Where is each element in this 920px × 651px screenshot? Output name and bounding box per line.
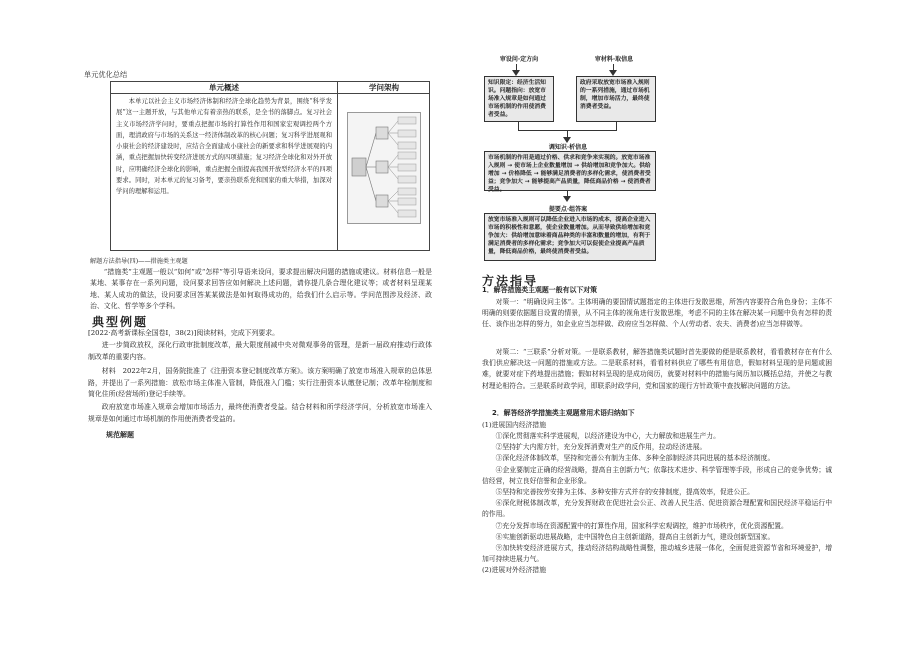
flow-step-question: 审设问·定方向 (499, 56, 539, 63)
flow-connector (616, 122, 617, 130)
table-column-divider (337, 93, 338, 250)
flow-box-question: 知识限定：经济生活知识。问题指向：放宽市场准入规章是如何通过市场机制的作用使消费者受益。 (484, 76, 554, 122)
list-item: ①深化贯彻落实科学进展观，以经济建设为中心，大力解放和进展生产力。 (495, 432, 720, 440)
method-intro: “措施类”主观题一般以“如何”或“怎样”等引导语来设问，要求提出解决问题的措施或建议。材料信息一般是某地、某事存在一系列问题，设问要求回答应如何解决上述问题，请你提几条合理化建议等；或者材料呈现某地、某人成功的做法，设问要求回答某某做法是如何取得成功的，给我们什么启示等。学问范围涉及经济、政治、文化、哲学等多个学科。 (90, 268, 432, 311)
flow-step-answer: 提要点·组答案 (548, 206, 588, 213)
knowledge-mind-map (347, 112, 421, 224)
overview-text: 本单元以社会主义市场经济体制和经济全球化趋势为背景，围绕“科学发展”这一主题开放，与其他单元有着亲热的联系，是全书的落脚点。复习社会主义市场经济学问时，要重点把握市场的打算性作用和国家宏观调控两个方面，理清政府与市场的关系这一经济体制改革的核心问题；复习科学进展观和小康社会的经济建设时，应结合全面建成小康社会的新要求和科学进展观的内涵，重点把握加快转变经济进展方式的四项措施；复习经济全球化和对外开放时，应明确经济全球化的影响，重点把握全面提高我国开放型经济水平的四项要求。同时，对本单元的复习备考，要亲热联系党和国家的重大举措，加深对学问的理解和运用。 (116, 98, 332, 196)
list-item: ⑧实施创新驱动进展战略，走中国特色自主创新道路，提高自主创新力气，建设创新型国家。 (495, 532, 775, 541)
arrow-down-icon (563, 196, 571, 202)
unit-summary-title: 单元优化总结 (84, 70, 128, 79)
table-header-knowledge: 学问架构 (337, 82, 430, 94)
domestic-measures-list (482, 431, 832, 577)
guide-section1-title: 1．解答措施类主观题一般有以下对策 (482, 286, 598, 294)
table-header-overview: 单元概述 (111, 82, 337, 94)
solution-label: 规范解题 (106, 431, 134, 439)
method-heading (90, 257, 188, 266)
flow-box-knowledge: 市场机制的作用是通过价格、供求和竞争来实现的。放宽市场准入规则 → 使市场上企业数量增加 → 供给增加和竞争加大。供给增加 → 价格降低 → 能够满足消费者的多样化需求，使消费者受益；竞争加大 → 能够提高产品质量，降低商品价格 → 使消费者受益。 (484, 151, 656, 191)
example-material: 材料 2022年2月，国务院批准了《注册资本登记制度改革方案》。该方案明确了放宽市场准入规章的总体思路，并提出了一系列措施：放松市场主体准入管制，降低准入门槛；实行注册资本认缴登记制；改革年检制度和简化住所(经营场所)登记手续等。 (88, 367, 432, 399)
guide-heading: 方法指导 (482, 274, 539, 288)
flow-connector (518, 122, 519, 130)
flow-box-answer: 放宽市场准入规则可以降低企业进入市场的成本，提高企业进入市场的积极性和意愿，使企业数量增加。从而导致供给增加和竞争加大：供给增加意味着商品种类的丰富和数量的增加，有利于满足消费者的多样化需求；竞争加大可以促使企业提高产品质量，降低商品价格，最终使消费者受益。 (484, 213, 656, 261)
example-source: [2022·高考新课标全国卷Ⅰ，38(2)]阅读材料，完成下列要求。 (88, 329, 280, 337)
example-heading: 典型例题 (92, 315, 149, 329)
guide-strategy-2: 对策二：“三联系”分析对策。一是联系教材，解答措施类试题时首先要做的便是联系教材，看看教材存在有什么我们供应解决这一问题的措施或方法。二是联系材料，看看材料供应了哪些有用信息，假如材料呈现的是问题或困难，就要对症下药地提出措施；假如材料呈现的是成功阅历，就要对材料中的措施与阅历加以概括总结，并使之与教材理论相符合。三是联系时政学问，即联系时政学问，党和国家的现行方针政策中查找解决问题的方法。 (482, 348, 832, 390)
list-item: ②坚持扩大内需方针，充分发挥消费对生产的反作用，拉动经济进展。 (495, 443, 707, 452)
method-heading-text: 解题方法指导(四)——措施类主观题 (90, 258, 188, 265)
list-item: ⑥深化财税体制改革，充分发挥财政在促进社会公正、改善人民生活、促进资源合理配置和国民经济平稳运行中的作用。 (482, 499, 832, 519)
flow-box-material: 政府采取放宽市场准入规则的一系列措施，通过市场机制，增加市场活力，最终使消费者受益。 (576, 76, 656, 122)
example-lead: 进一步简政放权，深化行政审批制度改革，最大限度削减中央对微观事务的管理，是新一届政府推动行政体制改革的重要内容。 (88, 341, 432, 361)
list-item: ④企业要制定正确的经营战略，提高自主创新力气；依靠技术进步、科学管理等手段，形成自己的竞争优势；诚信经营，树立良好信誉和企业形象。 (482, 465, 832, 485)
guide-subsection-foreign: (2)进展对外经济措施 (482, 566, 547, 575)
flow-step-material: 审材料·取信息 (594, 56, 634, 63)
guide-section2-title: 2．解答经济学措施类主观题常用术语归纳如下 (492, 409, 635, 417)
solution-flowchart (478, 54, 690, 270)
flow-step-knowledge: 调知识·析信息 (548, 144, 588, 151)
list-item: ⑨加快转变经济进展方式，推动经济结构战略性调整，推动城乡进展一体化，全面促进资源节省和环境爱护，增加可持续进展力气。 (482, 544, 832, 564)
guide-strategy-1: 对策一：“明确设问主体”。主体明确的要国情试题指定的主体进行发散思维，所答内容要符合角色身份；主体不明确的则要依据题目设置的情景，从不同主体的视角进行发散思维，考虑不同的主体在解决某一问题中负有怎样的责任、该作出怎样的努力，如企业应当怎样做、政府应当怎样做、个人(劳动者、农夫、消费者)应当怎样做等。 (482, 298, 832, 329)
list-item: ⑤坚持和完善按劳安排为主体、多种安排方式并存的安排制度，提高效率，促进公正。 (495, 488, 754, 497)
list-item: ③深化经济体制改革，坚持和完善公有制为主体、多种全部制经济共同进展的基本经济制度。 (495, 454, 775, 463)
mind-map-graphic (348, 113, 420, 223)
list-item: ⑦充分发挥市场在资源配置中的打算性作用，国家科学宏观调控，维护市场秩序，优化资源配置。 (495, 521, 788, 530)
guide-subsection-domestic: (1)进展国内经济措施 (482, 421, 547, 429)
unit-summary-table (110, 81, 430, 251)
example-question: 政府放宽市场准入规章会增加市场活力，最终使消费者受益。结合材料和所学经济学问，分析放宽市场准入规章是如何通过市场机制的作用使消费者受益的。 (88, 403, 432, 423)
